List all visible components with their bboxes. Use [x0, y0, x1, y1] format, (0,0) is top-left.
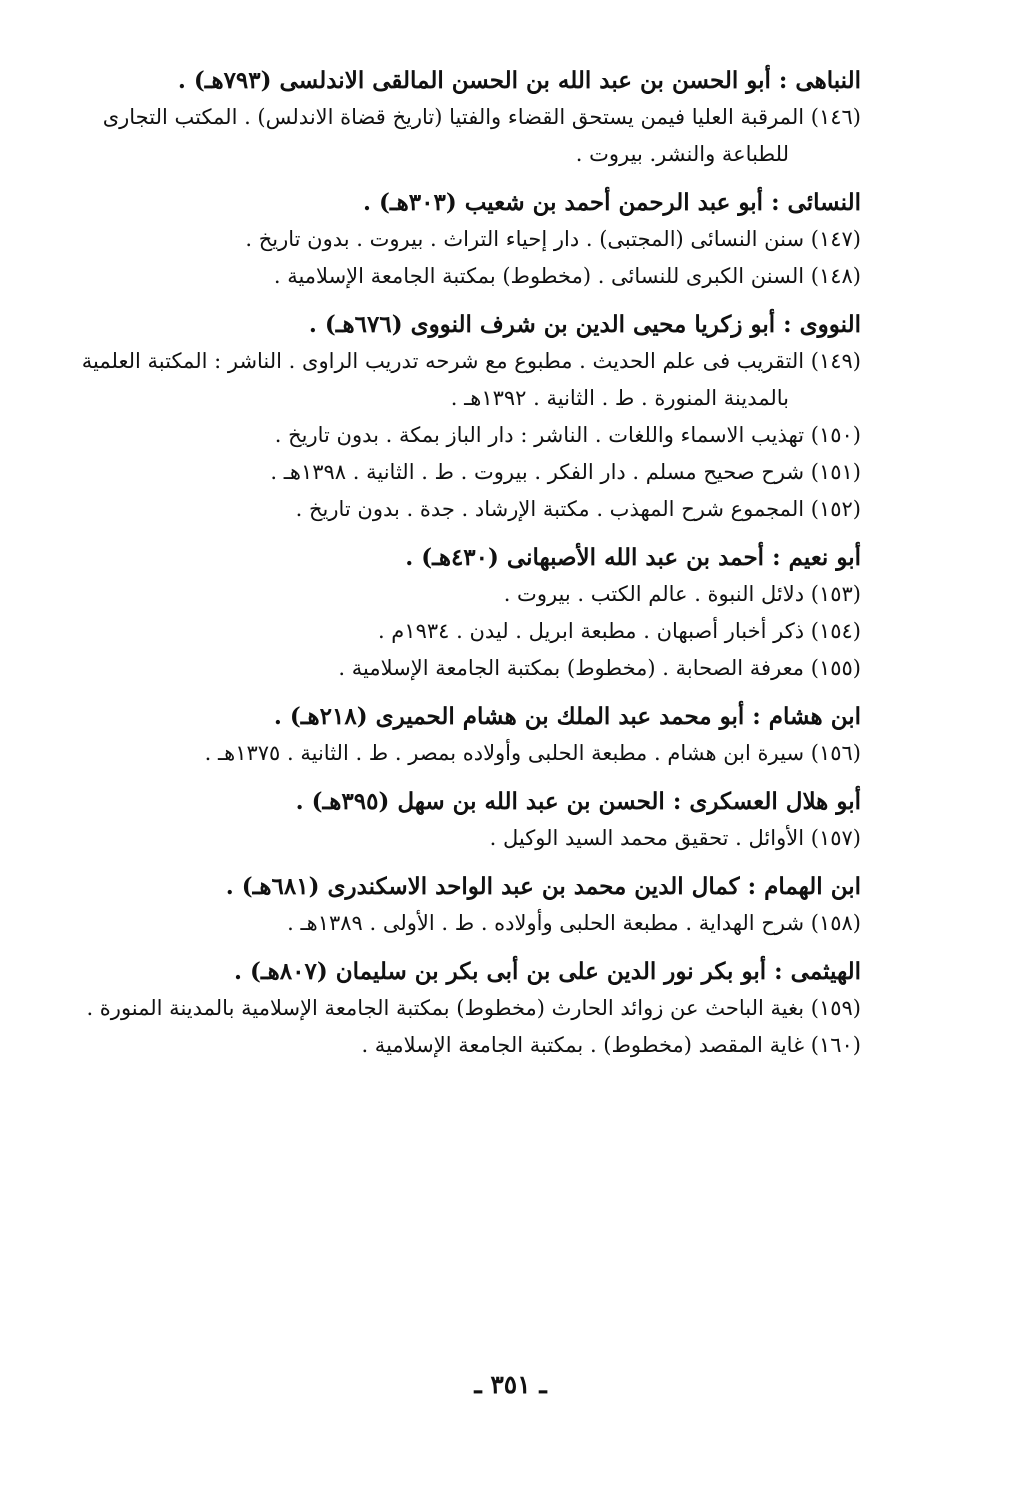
bibliography-entry [70, 539, 861, 687]
author-heading: ابن هشام : أبو محمد عبد الملك بن هشام الحميرى (٢١٨هـ) . [273, 703, 861, 730]
work-text: بغية الباحث عن زوائد الحارث (مخطوط) بمكتبة الجامعة الإسلامية بالمدينة المنورة . [86, 996, 805, 1020]
work-item [70, 258, 861, 295]
work-text: معرفة الصحابة . (مخطوط) بمكتبة الجامعة الإسلامية . [338, 656, 805, 680]
author-heading: ابن الهمام : كمال الدين محمد بن عبد الواحد الاسكندرى (٦٨١هـ) . [225, 873, 861, 900]
bibliography-entry [70, 62, 861, 173]
work-text: دلائل النبوة . عالم الكتب . بيروت . [503, 582, 805, 606]
work-number: (١٤٨) [810, 264, 861, 288]
bibliography-entry [70, 306, 861, 528]
work-item [70, 99, 861, 173]
work-text: شرح صحيح مسلم . دار الفكر . بيروت . ط . الثانية . ١٣٩٨هـ . [270, 460, 805, 484]
page-number: ـ ٣٥١ ـ [474, 1370, 547, 1399]
work-text: التقريب فى علم الحديث . مطبوع مع شرحه تدريب الراوى . الناشر : المكتبة العلمية بالمدينة المنورة . ط . الثانية . ١٣٩٢هـ . [81, 349, 805, 410]
work-number: (١٥٤) [810, 619, 861, 643]
bibliography-entry [70, 868, 861, 942]
work-item [70, 491, 861, 528]
bibliography-entry [70, 783, 861, 857]
work-text: السنن الكبرى للنسائى . (مخطوط) بمكتبة الجامعة الإسلامية . [273, 264, 805, 288]
work-item [70, 221, 861, 258]
bibliography-entry [70, 698, 861, 772]
work-text: ذكر أخبار أصبهان . مطبعة ابريل . ليدن . ١٩٣٤م . [377, 619, 805, 643]
author-heading: النووى : أبو زكريا محيى الدين بن شرف النووى (٦٧٦هـ) . [308, 311, 861, 338]
work-number: (١٥٩) [810, 996, 861, 1020]
work-text: سنن النسائى (المجتبى) . دار إحياء التراث . بيروت . بدون تاريخ . [245, 227, 805, 251]
work-number: (١٦٠) [810, 1033, 861, 1057]
work-item [70, 990, 861, 1027]
bibliography-list [70, 62, 861, 1064]
work-text: المجموع شرح المهذب . مكتبة الإرشاد . جدة . بدون تاريخ . [295, 497, 805, 521]
work-item [70, 343, 861, 417]
author-heading: أبو هلال العسكرى : الحسن بن عبد الله بن سهل (٣٩٥هـ) . [295, 788, 861, 815]
work-number: (١٥٧) [810, 826, 861, 850]
work-item [70, 576, 861, 613]
work-number: (١٥٦) [810, 741, 861, 765]
author-heading: النسائى : أبو عبد الرحمن أحمد بن شعيب (٣٠٣هـ) . [363, 189, 861, 216]
work-number: (١٤٩) [810, 349, 861, 373]
work-text: شرح الهداية . مطبعة الحلبى وأولاده . ط . الأولى . ١٣٨٩هـ . [287, 911, 805, 935]
work-item [70, 613, 861, 650]
work-number: (١٥٨) [810, 911, 861, 935]
work-number: (١٤٧) [810, 227, 861, 251]
author-heading: النباهى : أبو الحسن بن عبد الله بن الحسن المالقى الاندلسى (٧٩٣هـ) . [177, 67, 861, 94]
work-number: (١٥١) [810, 460, 861, 484]
work-item [70, 735, 861, 772]
work-item [70, 454, 861, 491]
work-number: (١٤٦) [810, 105, 861, 129]
work-number: (١٥٣) [810, 582, 861, 606]
work-item [70, 905, 861, 942]
author-heading: الهيثمى : أبو بكر نور الدين على بن أبى بكر بن سليمان (٨٠٧هـ) . [234, 958, 861, 985]
work-text: الأوائل . تحقيق محمد السيد الوكيل . [489, 826, 805, 850]
work-text: غاية المقصد (مخطوط) . بمكتبة الجامعة الإسلامية . [361, 1033, 805, 1057]
work-item [70, 820, 861, 857]
work-number: (١٥٠) [810, 423, 861, 447]
bibliography-entry [70, 953, 861, 1064]
bibliography-entry [70, 184, 861, 295]
work-text: المرقبة العليا فيمن يستحق القضاء والفتيا (تاريخ قضاة الاندلس) . المكتب التجارى للطباعة والنشر. بيروت . [102, 105, 805, 166]
work-text: تهذيب الاسماء واللغات . الناشر : دار الباز بمكة . بدون تاريخ . [274, 423, 805, 447]
work-number: (١٥٢) [810, 497, 861, 521]
work-item [70, 417, 861, 454]
author-heading: أبو نعيم : أحمد بن عبد الله الأصبهانى (٤٣٠هـ) . [405, 544, 861, 571]
work-item [70, 1027, 861, 1064]
work-item [70, 650, 861, 687]
work-number: (١٥٥) [810, 656, 861, 680]
work-text: سيرة ابن هشام . مطبعة الحلبى وأولاده بمصر . ط . الثانية . ١٣٧٥هـ . [204, 741, 805, 765]
